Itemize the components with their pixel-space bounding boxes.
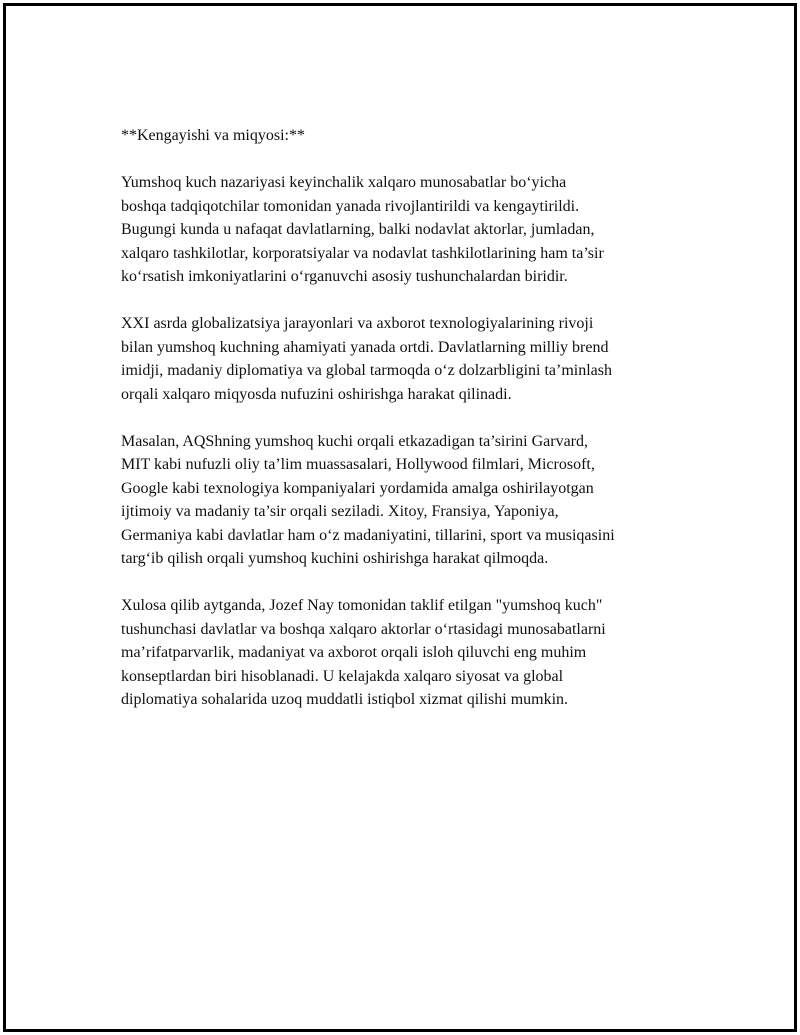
text-line: boshqa tadqiqotchilar tomonidan yanada rivojlantirildi va kengaytirildi. (121, 197, 580, 215)
paragraph-2 (121, 312, 701, 406)
section-heading: **Kengayishi va miqyosi:** (121, 127, 305, 144)
text-line: ko‘rsatish imkoniyatlarini o‘rganuvchi asosiy tushunchalardan biridir. (121, 268, 568, 285)
text-line: xalqaro tashkilotlar, korporatsiyalar va nodavlat tashkilotlarining ham ta’sir (121, 244, 604, 262)
text-line: diplomatiya sohalarida uzoq muddatli istiqbol xizmat qilishi mumkin. (121, 691, 569, 708)
text-line: imidji, madaniy diplomatiya va global tarmoqda o‘z dolzarbligini ta’minlash (121, 362, 612, 379)
text-line: Xulosa qilib aytganda, Jozef Nay tomonidan taklif etilgan "yumshoq kuch" (121, 597, 603, 614)
text-line: targ‘ib qilish orqali yumshoq kuchini oshirishga harakat qilmoqda. (121, 550, 549, 567)
text-line: Yumshoq kuch nazariyasi keyinchalik xalqaro munosabatlar bo‘yicha (121, 174, 567, 191)
text-line: ijtimoiy va madaniy ta’sir orqali seziladi. Xitoy, Fransiya, Yaponiya, (121, 503, 559, 520)
text-line: orqali xalqaro miqyosda nufuzini oshirishga harakat qilinadi. (121, 385, 512, 403)
text-line: Bugungi kunda u nafaqat davlatlarning, balki nodavlat aktorlar, jumladan, (121, 221, 595, 238)
paragraph-3 (121, 430, 701, 571)
text-line: ma’rifatparvarlik, madaniyat va axborot orqali isloh qiluvchi eng muhim (121, 644, 587, 661)
paragraph-4 (121, 594, 701, 712)
text-line: bilan yumshoq kuchning ahamiyati yanada ortdi. Davlatlarning milliy brend (121, 338, 609, 356)
paragraph-1 (121, 171, 701, 289)
text-line: Germaniya kabi davlatlar ham o‘z madaniyatini, tillarini, sport va musiqasini (121, 526, 615, 544)
text-line: Masalan, AQShning yumshoq kuchi orqali etkazadigan ta’sirini Garvard, (121, 432, 589, 450)
text-line: XXI asrda globalizatsiya jarayonlari va axborot texnologiyalarining rivoji (121, 315, 594, 332)
text-line: konseptlardan biri hisoblanadi. U kelajakda xalqaro siyosat va global (121, 667, 564, 685)
document-body (121, 124, 701, 735)
text-line: Google kabi texnologiya kompaniyalari yordamida amalga oshirilayotgan (121, 479, 594, 497)
text-line: MIT kabi nufuzli oliy ta’lim muassasalari, Hollywood filmlari, Microsoft, (121, 456, 595, 473)
page-frame (3, 3, 797, 1032)
text-line: tushunchasi davlatlar va boshqa xalqaro aktorlar o‘rtasidagi munosabatlarni (121, 620, 606, 638)
